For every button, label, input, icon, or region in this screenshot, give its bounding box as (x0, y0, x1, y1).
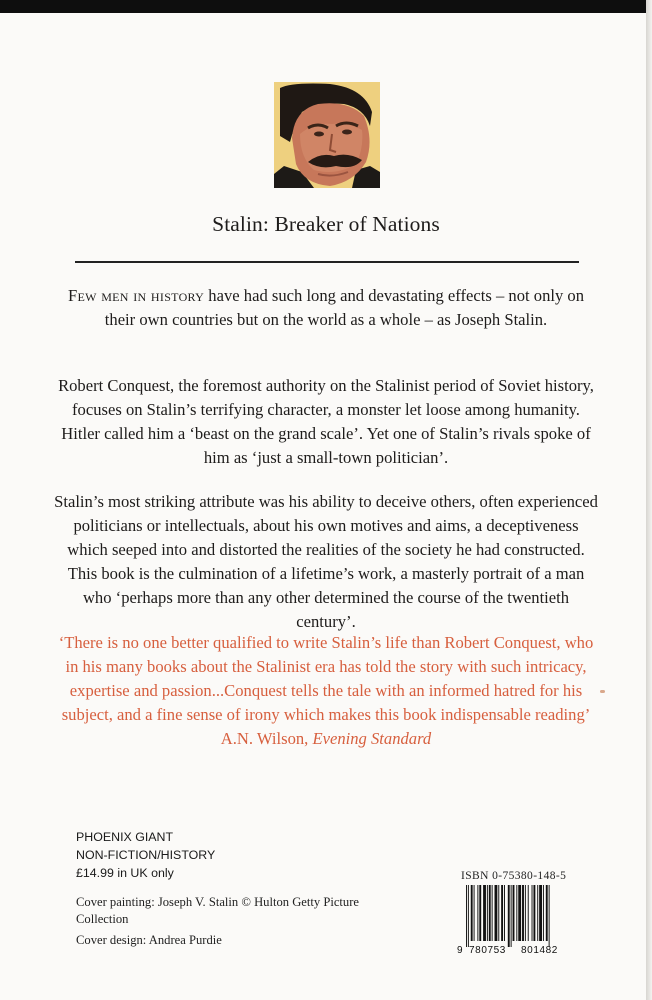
imprint-block (76, 828, 215, 882)
book-category: NON-FICTION/HISTORY (76, 848, 216, 862)
publisher-name: PHOENIX GIANT (76, 830, 174, 844)
book-title: Stalin: Breaker of Nations (212, 212, 440, 236)
review-author: A.N. Wilson, (220, 729, 313, 748)
barcode-digits-right: 801482 (521, 945, 558, 955)
barcode (456, 883, 578, 955)
cover-painting-credit: Cover painting: Joseph V. Stalin © Hulton Getty Picture Collection (76, 895, 360, 926)
title-divider (75, 261, 579, 263)
barcode-digits-left: 780753 (469, 945, 506, 955)
review-source: Evening Standard (312, 729, 432, 748)
stalin-portrait-image (274, 82, 380, 188)
blurb-paragraph-3: Stalin’s most striking attribute was his ability to deceive others, often experienced politicians or intellectuals, about his own motives and aims, a deceptiveness which seeped into and distorted the realities of the society he had constructed. This book is the culmination of a lifetime’s work, a masterly portrait of a man who ‘perhaps more than any other determined the course of the twentieth century’. (54, 492, 598, 631)
book-price: £14.99 in UK only (76, 866, 174, 880)
right-page-edge (646, 0, 652, 1000)
isbn-number: ISBN 0-75380-148-5 (461, 870, 567, 882)
barcode-digit-prefix: 9 (457, 945, 463, 955)
print-speck (600, 690, 605, 693)
review-quote-text: ‘There is no one better qualified to write Stalin’s life than Robert Conquest, who in his many books about the Stalinist era has told the story with such intricacy, expertise and passion...Conquest tells the tale with an informed hatred for his subject, and a fine sense of irony which makes this book indispensable reading’ (58, 633, 594, 724)
review-quote (52, 631, 600, 751)
blurb-paragraph-1-rest: have had such long and devastating effects – not only on their own countries but on the world as a whole – as Joseph Stalin. (104, 286, 585, 329)
cover-credits (76, 894, 376, 953)
blurb-paragraph-1-lead: Few men in history (67, 286, 205, 305)
blurb-paragraph-2: Robert Conquest, the foremost authority on the Stalinist period of Soviet history, focuses on Stalin’s terrifying character, a monster let loose among humanity. Hitler called him a ‘beast on the grand scale’. Yet one of Stalin’s rivals spoke of him as ‘just a small-town politician’. (58, 376, 594, 467)
blurb-paragraph-1 (52, 284, 600, 332)
top-edge-shadow (0, 0, 652, 13)
cover-design-credit: Cover design: Andrea Purdie (76, 933, 222, 947)
